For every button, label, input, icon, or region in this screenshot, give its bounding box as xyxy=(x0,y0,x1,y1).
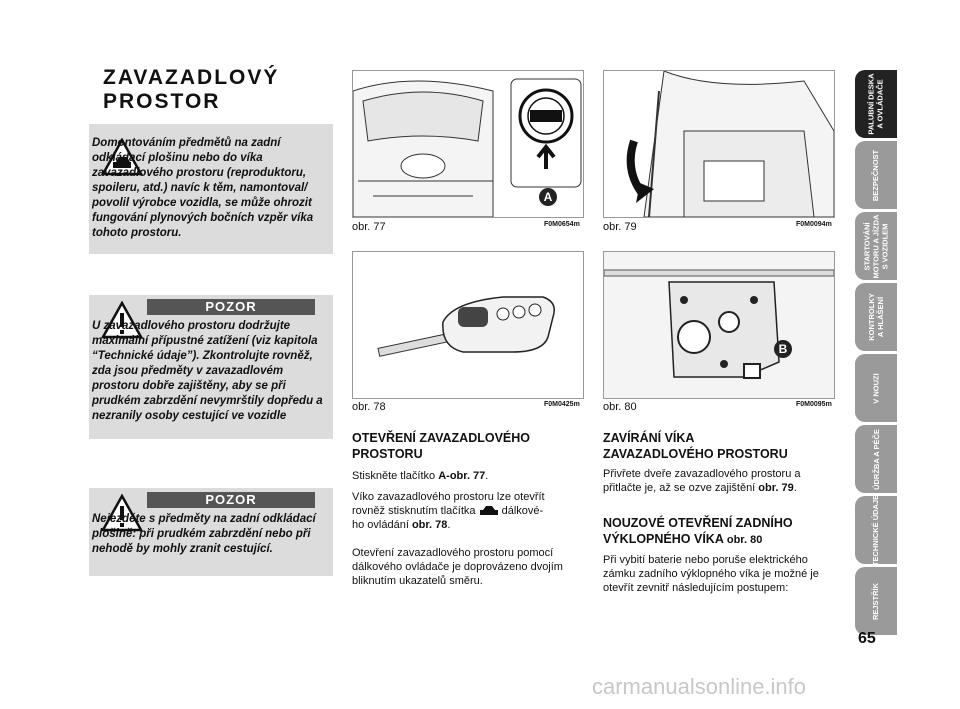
paragraph: Při vybití baterie nebo poruše elektrického zámku zadního výklopného víka je možné je otevřít zevnitř následujícím postupem: xyxy=(603,554,819,594)
figure-79 xyxy=(603,70,835,218)
figure-code: F0M0094m xyxy=(796,221,832,228)
tab-rejstrik[interactable]: REJSTŘÍK xyxy=(855,567,897,635)
warning-label: POZOR xyxy=(147,492,315,508)
section-heading-open: OTEVŘENÍ ZAVAZADLOVÉHO PROSTORU xyxy=(352,431,531,461)
tailgate-open-illustration xyxy=(604,71,834,217)
paragraph: Víko zavazadlového prostoru lze otevřít rovněž stisknutím tlačítka dálkové- ho ovládání obr. 78. xyxy=(352,491,545,531)
figure-caption: obr. 78 xyxy=(352,401,386,413)
figure-caption: obr. 79 xyxy=(603,221,637,233)
warning-box xyxy=(89,295,333,439)
figure-code: F0M0654m xyxy=(544,221,580,228)
tab-v-nouzi[interactable]: V NOUZI xyxy=(855,354,897,422)
note-text: Domontováním předmětů na zadní odkládací plošinu nebo do víka zavazadlového prostoru (reproduktoru, spoileru, atd.) navíc k těm, namontoval/ povolil výrobce vozidla, se může ohrozit fungování plynových bočních vzpěr víka tohoto prostoru. xyxy=(92,137,314,239)
paragraph: Otevření zavazadlového prostoru pomocí dálkového ovládače je doprovázeno dvojím bliknutím ukazatelů směru. xyxy=(352,547,563,587)
note-box xyxy=(89,124,333,254)
marker-b: B xyxy=(774,340,792,358)
figure-78 xyxy=(352,251,584,399)
tab-kontrolky[interactable]: KONTROLKY A HLÁŠENÍ xyxy=(855,283,897,351)
paragraph: Přivřete dveře zavazadlového prostoru a přitlačte je, až se ozve zajištění obr. 79. xyxy=(603,468,801,494)
warning-box xyxy=(89,488,333,576)
lock-mechanism-illustration xyxy=(604,252,834,398)
warning-label: POZOR xyxy=(147,299,315,315)
figure-caption: obr. 77 xyxy=(352,221,386,233)
paragraph: Stiskněte tlačítko A-obr. 77. xyxy=(352,470,489,482)
tab-bezpecnost[interactable]: BEZPEČNOST xyxy=(855,141,897,209)
tab-technicke-udaje[interactable]: TECHNICKÉ ÚDAJE xyxy=(855,496,897,564)
tab-udrzba[interactable]: ÚDRŽBA A PÉČE xyxy=(855,425,897,493)
marker-a: A xyxy=(539,188,557,206)
tab-startovani[interactable]: STARTOVÁNÍ MOTORU A JÍZDA S VOZIDLEM xyxy=(855,212,897,280)
figure-code: F0M0425m xyxy=(544,401,580,408)
figure-80 xyxy=(603,251,835,399)
section-heading-close: ZAVÍRÁNÍ VÍKA ZAVAZADLOVÉHO PROSTORU xyxy=(603,431,788,461)
warning-text: U zavazadlového prostoru dodržujte maximální přípustné zatížení (viz kapitola “Technické údaje”). Zkontrolujte rovněž, zda jsou předměty v zavazadlovém prostoru dobře zajištěny, aby se při prudkém zabrzdění nevymrštily dopředu a nezranily osoby cestující ve vozidle xyxy=(92,320,323,422)
warning-text: Nejezděte s předměty na zadní odkládací plošině: při prudkém zabrzdění nebo při nehodě by mohly zranit cestující. xyxy=(92,513,316,555)
remote-key-illustration xyxy=(353,252,583,398)
watermark: carmanualsonline.info xyxy=(592,674,807,699)
page-title: ZAVAZADLOVÝ PROSTOR xyxy=(103,66,280,113)
figure-code: F0M0095m xyxy=(796,401,832,408)
section-heading-emergency: NOUZOVÉ OTEVŘENÍ ZADNÍHO VÝKLOPNÉHO VÍKA obr. 80 xyxy=(603,516,793,546)
figure-77 xyxy=(352,70,584,218)
tab-palubni-deska[interactable]: PALUBNÍ DESKA A OVLÁDAČE xyxy=(855,70,897,138)
page-number: 65 xyxy=(858,630,876,647)
car-unlock-icon xyxy=(479,506,499,516)
figure-caption: obr. 80 xyxy=(603,401,637,413)
